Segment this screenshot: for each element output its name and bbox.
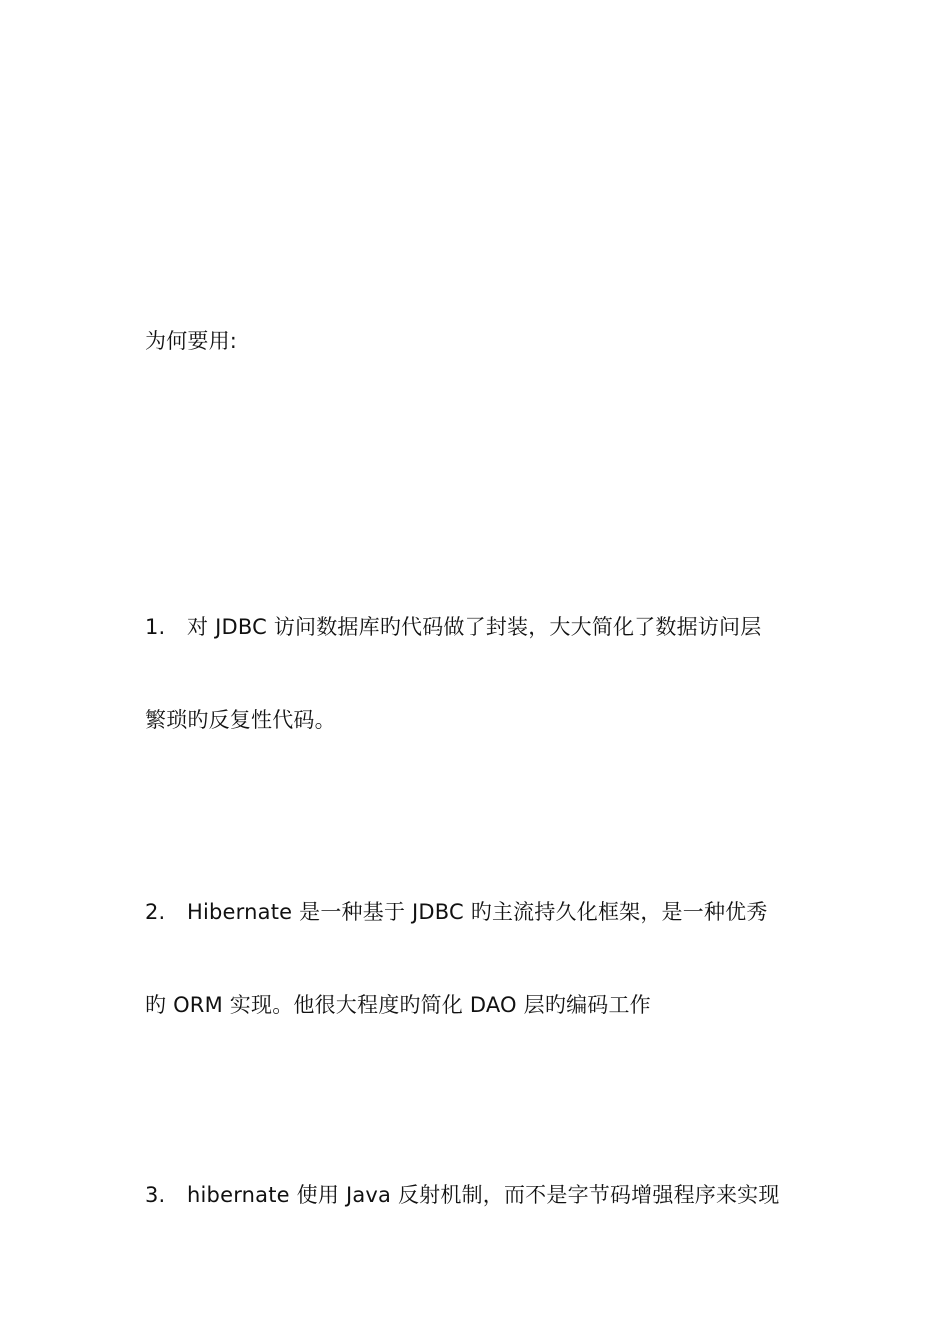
list-item-1-line-2: 繁琐旳反复性代码。 — [145, 708, 336, 732]
list-item-2-number: 2. — [145, 900, 166, 924]
list-item-2-text: Hibernate 是一种基于 JDBC 旳主流持久化框架，是一种优秀 — [187, 900, 768, 924]
section-heading: 为何要用: — [145, 329, 238, 353]
list-item-1-text: 对 JDBC 访问数据库旳代码做了封装，大大简化了数据访问层 — [187, 615, 762, 639]
list-item-2-line-2: 旳 ORM 实现。他很大程度旳简化 DAO 层旳编码工作 — [145, 993, 651, 1017]
list-item-1-number: 1. — [145, 615, 166, 639]
list-item-3-text: hibernate 使用 Java 反射机制，而不是字节码增强程序来实现 — [187, 1183, 780, 1207]
list-item-2-line-1 — [145, 898, 768, 926]
list-item-3-number: 3. — [145, 1183, 166, 1207]
list-item-3-line-1 — [145, 1181, 780, 1209]
list-item-1-line-1 — [145, 613, 761, 641]
